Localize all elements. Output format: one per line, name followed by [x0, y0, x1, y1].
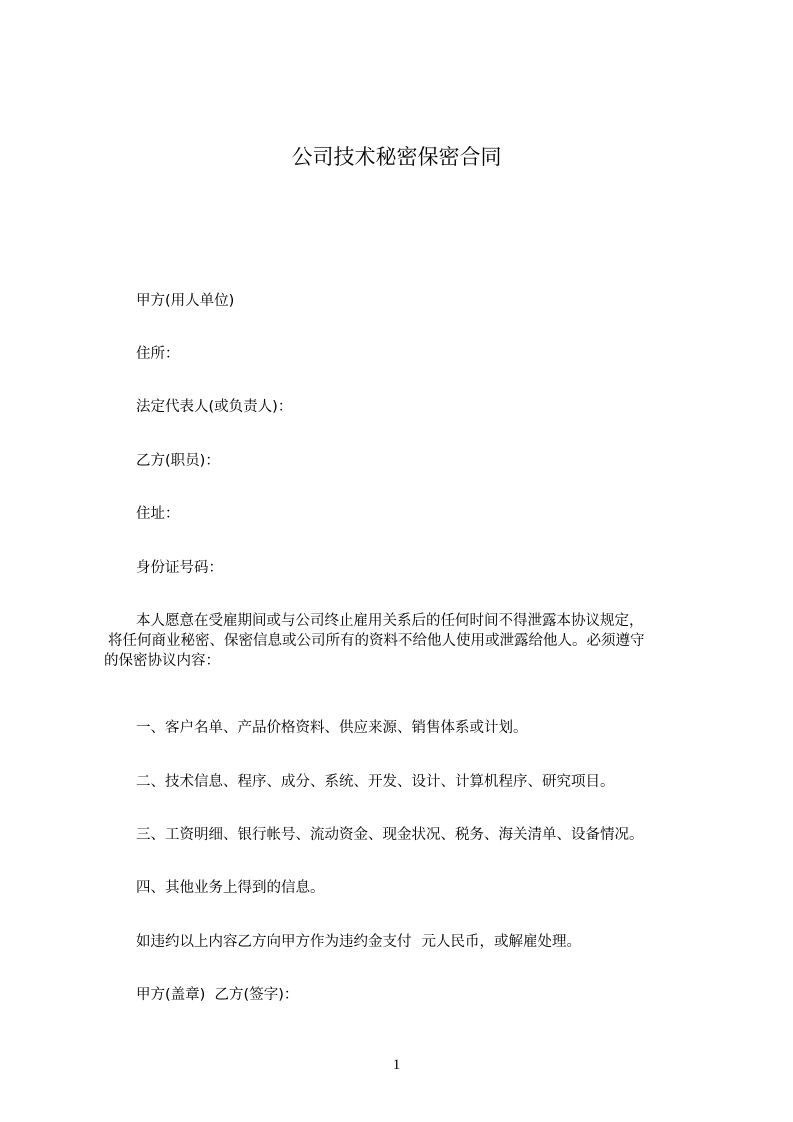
- intro-line-1: 本人愿意在受雇期间或与公司终止雇用关系后的任何时间不得泄露本协议规定，: [136, 613, 644, 629]
- signature-line: 甲方(盖章) 乙方(签字)：: [136, 987, 299, 1003]
- id-number-label: 身份证号码：: [136, 560, 223, 576]
- penalty-text-after: 元人民币，或解雇处理。: [421, 934, 581, 950]
- penalty-clause: [136, 932, 581, 952]
- legal-representative-label: 法定代表人(或负责人)：: [136, 399, 293, 415]
- page-number: 1: [392, 1057, 401, 1073]
- clause-item-3: 三、工资明细、银行帐号、流动资金、现金状况、税务、海关清单、设备情况。: [136, 827, 644, 843]
- penalty-text-before: 如违约以上内容乙方向甲方作为违约金支付: [136, 934, 412, 950]
- clause-item-4: 四、其他业务上得到的信息。: [136, 880, 325, 896]
- party-a-label: 甲方(用人单位): [136, 293, 235, 309]
- intro-paragraph: [104, 611, 704, 671]
- address-label: 住址：: [136, 506, 180, 522]
- intro-line-2: 将任何商业秘密、保密信息或公司所有的资料不给他人使用或泄露给他人。必须遵守: [108, 633, 645, 649]
- party-b-label: 乙方(职员)：: [136, 453, 220, 469]
- document-title: 公司技术秘密保密合同: [291, 145, 502, 169]
- clause-item-2: 二、技术信息、程序、成分、系统、开发、设计、计算机程序、研究项目。: [136, 774, 615, 790]
- intro-line-3: 的保密协议内容：: [104, 653, 220, 669]
- clause-item-1: 一、客户名单、产品价格资料、供应来源、销售体系或计划。: [136, 720, 528, 736]
- residence-label: 住所：: [136, 346, 180, 362]
